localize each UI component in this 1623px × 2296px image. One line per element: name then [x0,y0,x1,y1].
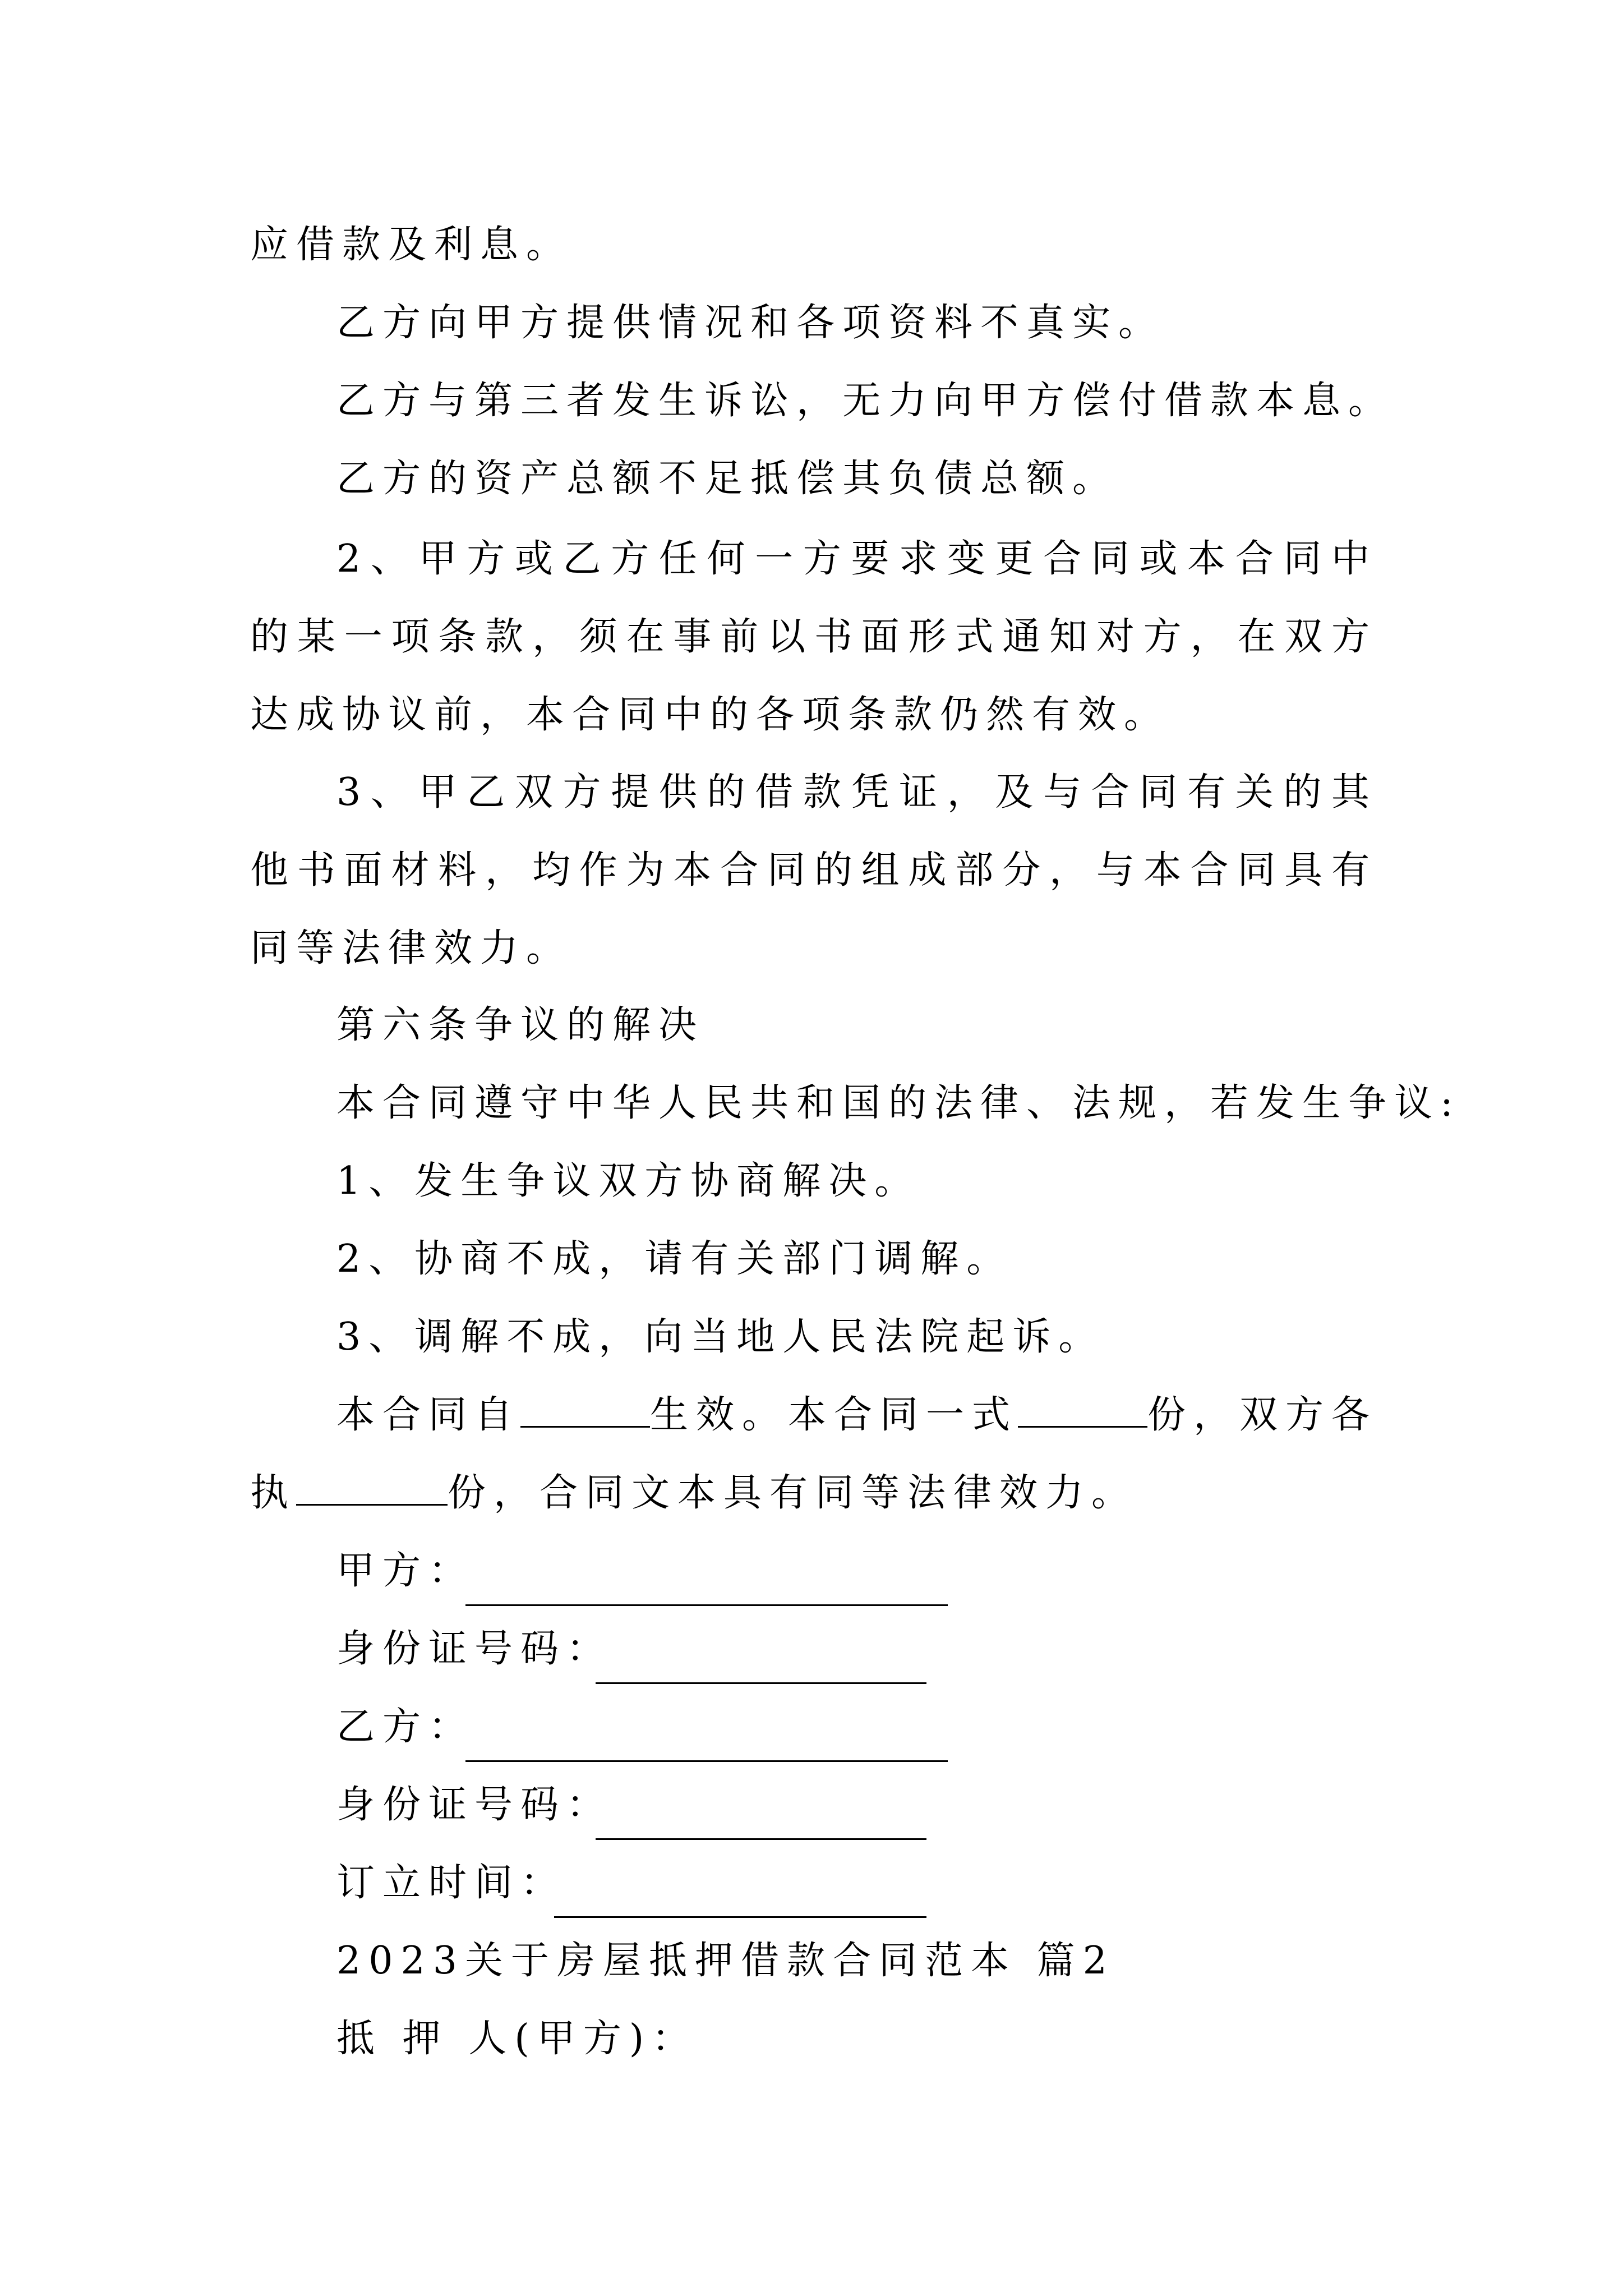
text-line: 应借款及利息。 [250,223,573,267]
id-b-label: 身份证号码： [336,1783,613,1827]
sign-date-label: 订立时间： [336,1861,567,1905]
id-a-blank [596,1646,926,1684]
text-line: 乙方向甲方提供情况和各项资料不真实。 [336,301,1165,345]
text-fragment: 份，合同文本具有同等法律效力。 [448,1471,1138,1515]
party-b-blank [465,1724,948,1762]
id-a-label: 身份证号码： [336,1627,613,1671]
text-line: 3、调解不成，向当地人民法院起诉。 [336,1315,1105,1359]
paragraph-clause-3: 3、甲乙双方提供的借款凭证，及与合同有关的其他书面材料，均作为本合同的组成部分，与本合同具有同等法律效力。 [250,770,1377,970]
party-a-label: 甲方： [336,1549,475,1593]
party-a-blank [465,1568,948,1606]
sign-date-line [336,1858,566,1908]
text-line: 本合同遵守中华人民共和国的法律、法规，若发生争议: [336,1081,1461,1125]
section-title-2: 2023关于房屋抵押借款合同范本 篇2 [336,1939,1115,1983]
id-b-line [336,1780,612,1830]
text-line: 乙方的资产总额不足抵偿其负债总额。 [336,457,1119,501]
party-b-label: 乙方： [336,1705,475,1749]
paragraph-clause-2: 2、甲方或乙方任何一方要求变更合同或本合同中的某一项条款，须在事前以书面形式通知对方，在双方达成协议前，本合同中的各项条款仍然有效。 [250,537,1377,737]
blank-underline [1018,1390,1147,1428]
party-a-line [336,1546,474,1596]
text-line: 2、协商不成，请有关部门调解。 [336,1237,1013,1281]
text-fragment: 本合同自 [336,1393,521,1437]
party-b-line [336,1702,474,1752]
text-fragment: 生效。本合同一式 [649,1393,1018,1437]
id-b-blank [596,1802,926,1840]
blank-underline [296,1468,448,1506]
id-a-line [336,1624,612,1674]
text-line: 1、发生争议双方协商解决。 [336,1159,921,1203]
blank-underline [520,1390,650,1428]
text-fragment: 执 [250,1471,297,1515]
text-line: 乙方与第三者发生诉讼，无力向甲方偿付借款本息。 [336,379,1395,423]
text-fragment: 份，双方各 [1147,1393,1377,1437]
sign-date-blank [554,1880,926,1918]
text-line-copies [250,1468,1137,1519]
section-heading: 第六条争议的解决 [336,1003,705,1047]
text-line-effective [336,1390,1377,1441]
mortgagor-line: 抵 押 人(甲方)： [336,2017,698,2061]
